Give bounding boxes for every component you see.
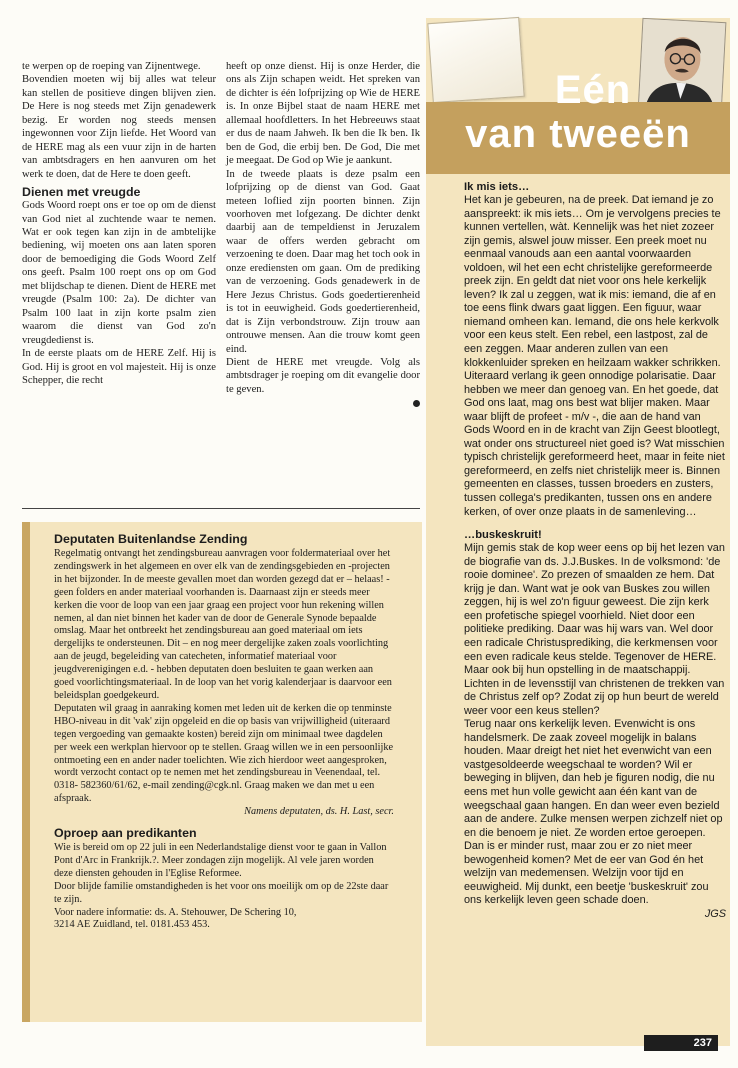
notice-heading: Deputaten Buitenlandse Zending xyxy=(54,532,248,546)
paragraph: Terug naar ons kerkelijk leven. Evenwicht is ons handelsmerk. De zaak zoveel mogelijk in balans houden. Maar dreigt het niet het evenwicht van een vastgesoldeerde weegschaal te worden? Wil er beweging in blijven, dan heb je figuren nodig, die nu eens met hun volle gewicht aan één kant van de weegschaal gaan hangen. En dan weer even bezield aan de andere. Zulke mensen werpen zichzelf niet op en die benoem je niet. Ze worden ertoe geroepen. Dan is er minder rust, maar zou er zo niet meer bewogenheid komen? Met de eer van God én het welzijn van medemensen. Welzijn voor tijd en eeuwigheid. Mij dunkt, een beetje 'buskeskruit' zou ons kerkelijk leven geen schade doen. xyxy=(464,718,723,907)
notice-signature: Namens deputaten, ds. H. Last, secr. xyxy=(244,806,394,818)
section-heading: Dienen met vreugde xyxy=(22,185,141,200)
notices-accent-bar xyxy=(22,522,30,1022)
paragraph: In de eerste plaats om de HERE Zelf. Hij is God. Hij is groot en vol majesteit. Hij is onze Schepper, die recht xyxy=(22,348,216,386)
article-column-middle xyxy=(226,60,420,407)
paragraph: Voor nadere informatie: ds. A. Stehouwer, De Schering 10, xyxy=(54,906,297,918)
paragraph: Het kan je gebeuren, na de preek. Dat iemand je zo aanspreekt: ik mis iets… Om je vervolgens precies te kunnen vertellen, wàt. Kennelijk was het niet zozeer zijn gemis, alswel jouw misser. Een preek moet nu eenmaal vanouds aan een aantal voorwaarden voldoen, wil het een echt christelijke gereformeerde preek zijn. En geldt dat niet voor ons hele kerkelijk leven? Ik zal u zeggen, wat ik mis: iemand, die af en toe eens flink dwars gaat liggen. Een figuur, waar niemand omheen kan. Iemand, die ons hele kerkvolk voor een keus stelt. Een rebel, een lastpost, zal de een zeggen. Maar anderen zullen van een klokkenluider spreken en heilzaam wakker schrikken. Uiteraard verlang ik geen onnodige polarisatie. Daar hebben we meer dan genoeg van. En het goede, dat God ons laat, mag ons best wat blijer maken. Maar waar blijft de profeet - m/v -, die aan de hand van Gods Woord en in de kracht van Zijn Geest blootlegt, wat onder ons structureel niet goed is? Wat misschien typisch christelijk gereformeerd heet, maar in feite niet gereformeerd, en zelfs niet christelijk meer is. Binnen gemeenten en classes, tussen broeders en zusters, tussen collega's predikanten, tussen ons en andere kerken, of over onze plaats in de samenleving… xyxy=(464,194,725,518)
column-subheading: …buskeskruit! xyxy=(464,529,542,542)
column-title xyxy=(426,68,730,156)
paragraph: heeft op onze dienst. Hij is onze Herder, die ons als Zijn schapen weidt. Het spreken van de dichter is één lofprijzing op Wie de HERE is. In onze Bijbel staat de naam HERE met allemaal hoofdletters. In het Hebreeuws staat er dus de naam Jahweh. Ik ben die Ik ben. Ik ben de God, die erbij ben. De God, Die met je meegaat. De God op Wie je aankunt. xyxy=(226,61,420,167)
paragraph: Bovendien moeten wij bij alles wat teleur kan stellen de positieve dingen blijven zien. De Here is nog steeds met Zijn genadewerk bezig. Er worden nog steeds mensen ingewonnen voor Zijn liefde. Het Woord van de HERE mag als een vuur zijn in de harten van ambtsdragers en hen aanvuren om het werk te doen, dat de Here te doen geeft. xyxy=(22,74,216,180)
column-text xyxy=(464,180,726,921)
article-column-left xyxy=(22,60,216,387)
paragraph: Door blijde familie omstandigheden is het voor ons moeilijk om op de 22ste daar te zijn. xyxy=(54,880,389,905)
paragraph: Dient de HERE met vreugde. Volg als ambtsdrager je roeping om dit evangelie door te geven. xyxy=(226,356,420,395)
paragraph: Deputaten wil graag in aanraking komen met leden uit de kerken die op tenminste HBO-niveau in dit 'vak' zijn opgeleid en die op basis van vrijwilligheid (uiteraard tegen vergoeding van gemaakte kosten) bereid zijn om minimaal twee dagdelen per week een werkplan hiervoor op te stellen. Graag willen we in een persoonlijke ontmoeting een en ander nader toelichten. Wie zich hierdoor weet aangesproken, wordt verzocht contact op te nemen met het zendingsbureau in Veenendaal, tel. 0318- 582360/61/62, e-mail zending@cgk.nl. Graag maken we dan met u een afspraak. xyxy=(54,702,394,805)
page-number: 237 xyxy=(644,1035,718,1051)
column-title-line2: van tweeën xyxy=(465,112,691,156)
paragraph: Regelmatig ontvangt het zendingsbureau aanvragen voor foldermateriaal over het zendingswerk in het algemeen en over elk van de zendingsgebieden en -projecten in het bijzonder. In de meeste gevallen moet dan worden gezegd dat er – helaas! - geen folders en ander materiaal voorhanden is. Daarnaast zijn er steeds meer kerken die voor de loop van een jaar graag een project voor hun rekening willen nemen, al dan niet binnen het kader van de door de Generale Synode bepaalde omslag. Maar het ontbreekt het zendingsbureau aan goed materiaal om iets dergelijks te ondersteunen. Dit – en nog meer dergelijke zaken zoals voorlichting aan de jeugd, begeleiding van catecheten, informatief materiaal voor jeugdverenigingen e.d. - hebben deputaten doen besluiten te gaan werken aan goed voorlichtingsmateriaal. In de loop van het vorig kalenderjaar is daarvoor een beleidsplan goedgekeurd. xyxy=(54,548,392,701)
paragraph: In de tweede plaats is deze psalm een lofprijzing op de dienst van God. Gaat meteen loflied zijn poorten binnen. Zijn voorhoven met lofgezang. De dichter denkt daarbij aan de tempeldienst in Jeruzalem waar de offers werden gebracht om verzoening te doen. Daar mag het toch ook in onze erediensten om gaan. Om de prediking van de verzoening. Gods genadewerk in de Here Jezus Christus. Gods goedertierenheid is tot in eeuwigheid. Gods goedertierenheid, dat is Zijn verbondstrouw. Zijn trouw aan ontrouwe mensen. Aan die trouw komt geen eind. xyxy=(226,168,420,355)
author-initials: JGS xyxy=(704,907,726,920)
paragraph: 3214 AE Zuidland, tel. 0181.453 453. xyxy=(54,919,210,931)
paragraph: Wie is bereid om op 22 juli in een Nederlandstalige dienst voor te gaan in Vallon Pont d'Arc in Frankrijk.?. Meer zondagen zijn mogelijk. Al vele jaren worden deze diensten gehouden in l'Eglise Reformee. xyxy=(54,842,387,879)
column-subheading: Ik mis iets… xyxy=(464,181,530,193)
paragraph: te werpen op de roeping van Zijnentwege. xyxy=(22,61,201,72)
notices-text xyxy=(54,532,394,932)
notice-heading: Oproep aan predikanten xyxy=(54,826,197,841)
column-title-line1: Eén xyxy=(554,68,632,112)
end-of-article-dot-icon xyxy=(413,400,420,407)
paragraph: Mijn gemis stak de kop weer eens op bij het lezen van de biografie van ds. J.J.Buskes. In de volksmond: 'de rooie dominee'. Zo prezen of smaalden ze hem. Dat krijg je dan. Want wat je ook van Buskes zou willen zeggen, hij is wel zo'n figuur geweest. Die zijn kerk een profetische spiegel voorhield. Niet door een politieke prediking. Daar was hij wars van. Wel door een radicale Christusprediking, die kerkmensen voor een even radicale keus stelde. Tegenover de HERE. Maar ook bij hun opstelling in de maatschappij. Lichten in de levensstijl van christenen de trekken van de Christus zelf op? Zodat zij op hun beurt de wereld weer voor een keus stellen? xyxy=(464,542,725,717)
divider xyxy=(22,508,420,509)
paragraph: Gods Woord roept ons er toe op om de dienst van God niet al zuchtende waar te nemen. Wat er ook tegen kan zijn in de ambtelijke bediening, wij moeten ons aan laten sporen door de bemoediging die Gods Woord Zelf ons geeft. Psalm 100 roept ons op om God met blijdschap te dienen. Dient de HERE met vreugde (Psalm 100: 2a). De dichter van Psalm 100 laat in zijn korte psalm zien waarom die dienst van God zo'n vreugdedienst is. xyxy=(22,200,216,346)
